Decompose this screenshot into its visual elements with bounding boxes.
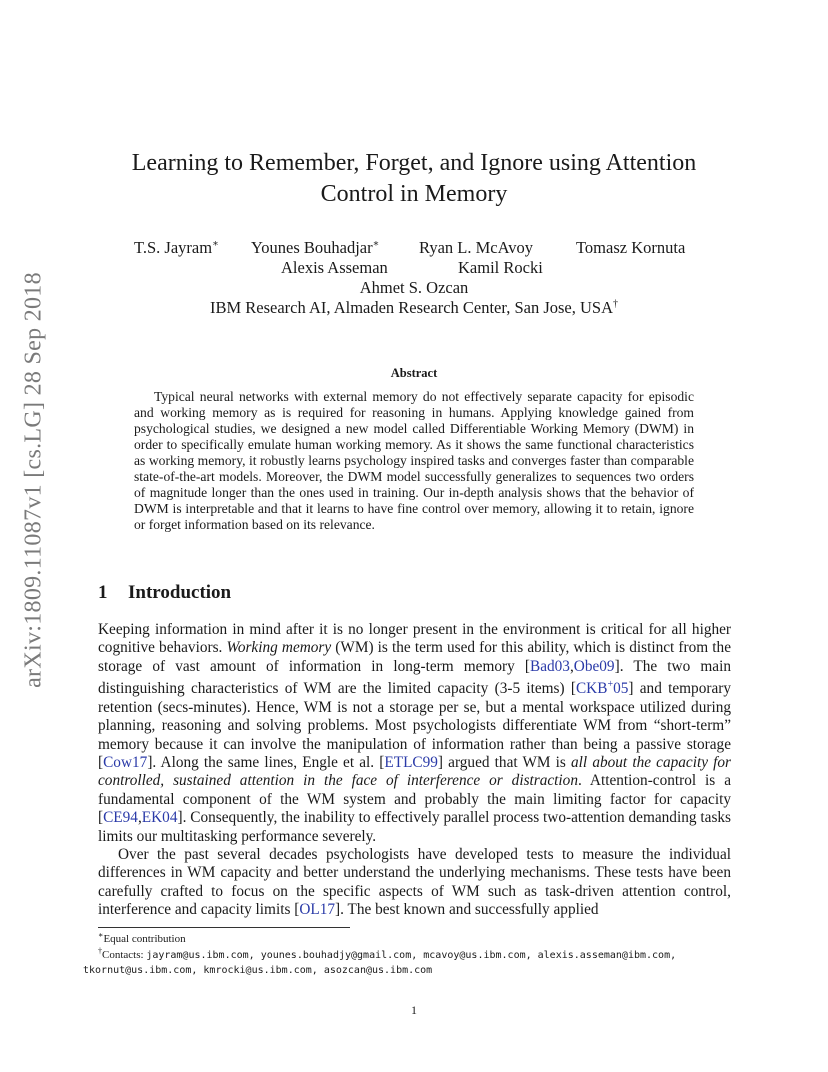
citation-ckb-plus: + — [607, 679, 614, 691]
p1-text-8: ]. Consequently, the inability to effectively parallel process two-attention demanding tasks limits our multitasking performance severely. — [98, 809, 731, 845]
author-jayram: T.S. Jayram∗ — [134, 238, 219, 257]
author-mcavoy: Ryan L. McAvoy — [419, 238, 534, 257]
citation-separator: , — [569, 657, 574, 675]
p1-italic-quote: all about the capacity for controlled, sustained attention in the face of interference or distraction — [98, 753, 731, 790]
citation-link-ce94[interactable]: CE94 — [103, 809, 138, 827]
p1-text-6: ] argued that WM is — [437, 753, 572, 771]
section-number: 1 — [98, 582, 108, 603]
p2-text-1: Over the past several decades psychologists have developed tests to measure the individual differences in WM capacity and better understand the underlying mechanisms. These tests have been carefully crafted to focus on the specific aspects of WM such as task-driven attention control, interference and capacity limits [ — [98, 846, 731, 919]
abstract-heading: Abstract — [390, 366, 438, 380]
citation-link-ek04[interactable]: EK04 — [141, 809, 178, 827]
citation-link-ckb05[interactable] — [576, 680, 628, 697]
p1-text-7: . Attention-control is a fundamental component of the WM system and probably the main limiting factor for capacity [ — [98, 772, 731, 827]
affiliation-text: IBM Research AI, Almaden Research Center, San Jose, USA — [209, 298, 614, 317]
author-bouhadjar: Younes Bouhadjar∗ — [251, 238, 380, 257]
footnote-equal-contribution — [98, 932, 763, 947]
citation-link-ol17[interactable]: OL17 — [299, 901, 336, 919]
author-row-2 — [0, 258, 828, 278]
section-title: Introduction — [128, 582, 232, 603]
page-number: 1 — [411, 1003, 417, 1017]
p1-text-1: Keeping information in mind after it is no longer present in the environment is critical for all higher cognitive behaviors. — [98, 621, 731, 657]
footnote-text-1: Equal contribution — [103, 933, 186, 945]
citation-link-etlc99[interactable]: ETLC99 — [384, 753, 438, 771]
author-kornuta: Tomasz Kornuta — [576, 238, 686, 257]
citation-ckb-year: 05 — [613, 680, 629, 698]
author-asseman: Alexis Asseman — [281, 258, 388, 277]
arxiv-stamp: arXiv:1809.11087v1 [cs.LG] 28 Sep 2018 — [20, 272, 47, 688]
intro-paragraph-2 — [98, 846, 731, 920]
footnote-contacts — [83, 948, 748, 978]
affiliation-dagger: † — [613, 298, 619, 310]
section-heading — [98, 582, 231, 604]
p1-text-2: (WM) is the term used for this ability, which is distinct from the storage of vast amount of information in long-term memory [ — [98, 639, 731, 675]
citation-link-bad03[interactable]: Bad03 — [530, 657, 570, 675]
affiliation — [0, 298, 828, 318]
footnote-mark-star: ∗ — [98, 930, 104, 940]
citation-link-obe09[interactable]: Obe09 — [573, 657, 615, 675]
intro-paragraph-1 — [98, 621, 731, 846]
p2-text-2: ]. The best known and successfully applied — [335, 901, 599, 919]
author-row-1 — [0, 238, 828, 258]
p1-text-5: ]. Along the same lines, Engle et al. [ — [147, 753, 385, 771]
paper-title — [80, 148, 748, 210]
title-line-2: Control in Memory — [320, 181, 508, 207]
author-rocki: Kamil Rocki — [458, 258, 543, 277]
footnote-mark-dagger: † — [98, 946, 102, 956]
citation-ckb-text: CKB — [575, 680, 608, 698]
author-ozcan: Ahmet S. Ozcan — [359, 278, 469, 297]
footnote-contacts-label: Contacts: — [102, 949, 147, 961]
footnote-rule — [98, 927, 350, 928]
abstract-text: Typical neural networks with external memory do not effectively separate capacity for episodic and working memory as is required for reasoning in humans. Applying knowledge gained from psychological studies, we designed a new model called Differentiable Working Memory (DWM) in order to specifically emulate human working memory. As it shows the same functional characteristics as working memory, it robustly learns psychology inspired tasks and converges faster than comparable state-of-the-art models. Moreover, the DWM model successfully generalizes to sequences two orders of magnitude longer than the ones used in training. Our in-depth analysis shows that the behavior of DWM is interpretable and that it learns to have fine control over memory, allowing it to retain, ignore or forget information based on its relevance. — [134, 389, 694, 532]
p1-text-3: ]. The two main distinguishing characteristics of WM are the limited capacity (3-5 items) [ — [98, 657, 731, 698]
p1-text-4: ] and temporary retention (secs-minutes). Hence, WM is not a storage per se, but a mental workspace utilized during planning, reasoning and solving problems. Most psychologists differentiate WM from “short-term” memory because it can involve the manipulation of information rather than being a passive storage [ — [98, 680, 731, 771]
title-line-1: Learning to Remember, Forget, and Ignore using Attention — [131, 150, 697, 176]
footnote-contact-emails: jayram@us.ibm.com, younes.bouhadjy@gmail.com, mcavoy@us.ibm.com, alexis.asseman@ibm.com, tkornut@us.ibm.com, kmrocki@us.ibm.com, asozcan@us.ibm.com — [83, 950, 677, 976]
citation-separator: , — [137, 809, 142, 827]
p1-italic-working-memory: Working memory — [226, 639, 332, 657]
citation-link-cow17[interactable]: Cow17 — [103, 753, 148, 771]
